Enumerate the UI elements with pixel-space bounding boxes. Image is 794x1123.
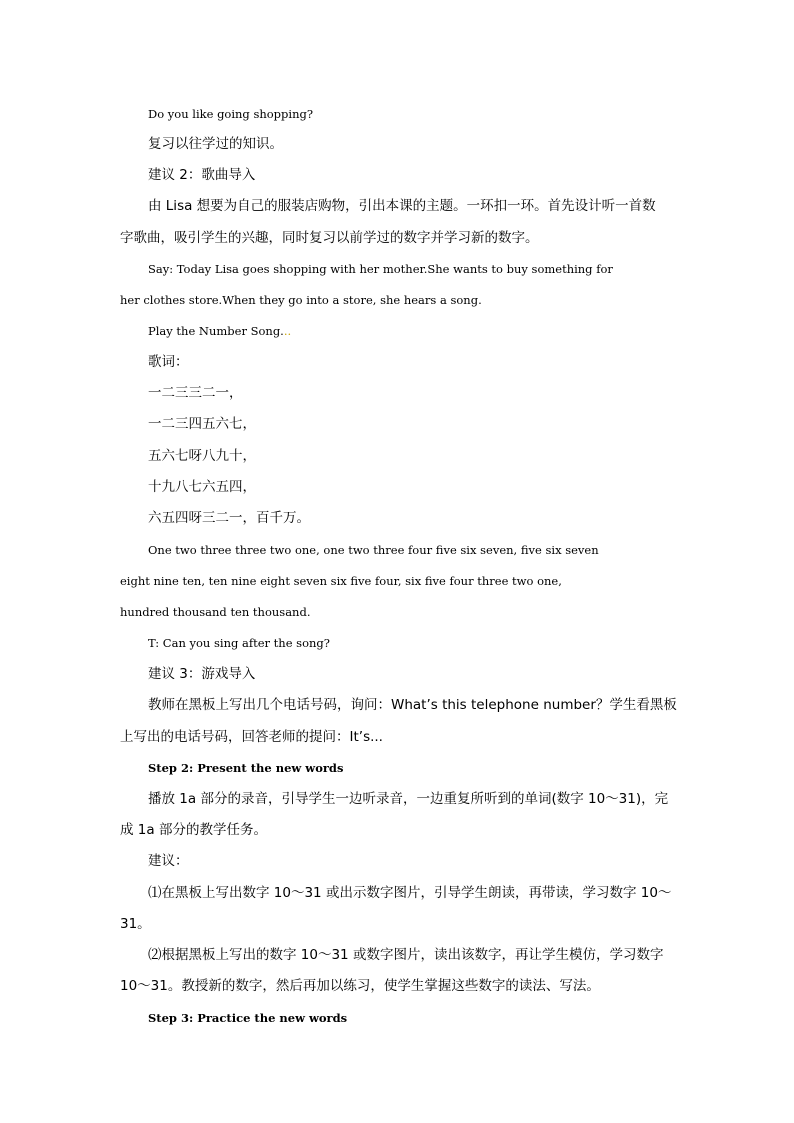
- text-line: 由 Lisa 想要为自己的服装店购物，引出本课的主题。一环扣一环。首先设计听一首数: [148, 198, 656, 214]
- text-line: 10～31。教授新的数字，然后再加以练习，使学生掌握这些数字的读法、写法。: [120, 978, 600, 994]
- text-line: 教师在黑板上写出几个电话号码，询问：What’s this telephone number？学生看黑板: [148, 697, 677, 713]
- text-line: ⑴在黑板上写出数字 10～31 或出示数字图片，引导学生朗读，再带读，学习数字 10～: [148, 885, 672, 901]
- text-line: 建议：: [148, 853, 189, 869]
- text-line: 成 1a 部分的教学任务。: [120, 822, 267, 838]
- text-line: her clothes store.When they go into a store, she hears a song.: [120, 293, 482, 307]
- lyric-line: 十九八七六五四，: [148, 479, 256, 495]
- text-line: T: Can you sing after the song?: [148, 636, 330, 650]
- section-heading: 建议 3：游戏导入: [148, 666, 256, 682]
- text-line: One two three three two one, one two three four five six seven, five six seven: [148, 543, 599, 557]
- lyric-line: 一二三四五六七，: [148, 416, 256, 432]
- step-heading: Step 2: Present the new words: [148, 761, 344, 775]
- text-line: ⑵根据黑板上写出的数字 10～31 或数字图片，读出该数字，再让学生模仿，学习数字: [148, 947, 664, 963]
- text-line: 31。: [120, 916, 151, 932]
- text-line: [148, 321, 678, 341]
- text-line: 播放 1a 部分的录音，引导学生一边听录音，一边重复所听到的单词(数字 10～31)，完: [148, 791, 669, 807]
- decorative-dots: ..: [283, 324, 292, 338]
- text-line: 上写出的电话号码，回答老师的提问：It’s...: [120, 729, 383, 745]
- lyric-line: 六五四呀三二一，百千万。: [148, 510, 310, 526]
- lyric-line: 五六七呀八九十，: [148, 448, 256, 464]
- step-heading: Step 3: Practice the new words: [148, 1011, 348, 1025]
- section-heading: 建议 2：歌曲导入: [148, 167, 256, 183]
- text-line: Do you like going shopping?: [148, 107, 314, 121]
- text-line: eight nine ten, ten nine eight seven six five four, six five four three two one,: [120, 574, 562, 588]
- lyric-line: 一二三三二一，: [148, 385, 243, 401]
- text-line-body: Play the Number Song.: [148, 324, 284, 338]
- text-line: 复习以往学过的知识。: [148, 136, 283, 152]
- text-line: Say: Today Lisa goes shopping with her mother.She wants to buy something for: [148, 262, 613, 276]
- text-line: hundred thousand ten thousand.: [120, 605, 311, 619]
- lyrics-label: 歌词：: [148, 354, 189, 370]
- text-line: 字歌曲，吸引学生的兴趣，同时复习以前学过的数字并学习新的数字。: [120, 230, 539, 246]
